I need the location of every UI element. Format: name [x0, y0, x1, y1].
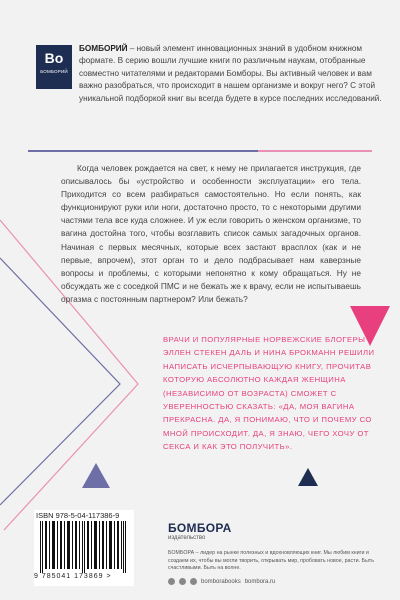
publisher-subtitle: издательство: [168, 535, 206, 541]
barcode-icon: [40, 521, 126, 573]
series-brand: БОМБОРИЙ: [79, 44, 128, 53]
series-description: – новый элемент инновационных знаний в удобном книжном формате. В серию вошли лучшие книги по различным наукам, отобранные совместно читателями и редакторами Бомборы. Вы активный человек и вам важно разобраться, что происходит в нашем организме и вокруг него? С этой уникальной подборкой книг вы всегда будете в курсе последних исследований.: [79, 44, 382, 103]
social-icon: [190, 578, 197, 585]
navy-triangle-icon: [298, 468, 318, 486]
barcode-panel: [34, 510, 134, 586]
logo-text: Bo: [44, 50, 64, 66]
barcode-digits: 9 785041 173869 >: [34, 573, 112, 580]
publisher-links: [168, 578, 275, 585]
social-icon: [168, 578, 175, 585]
publisher-description: БОМБОРА – лидер на рынке полезных и вдохновляющих книг. Мы любим книги и создаем их, чтобы вы могли творить, открывать мир, пробовать новое, расти. Быть счастливыми. Быть на волне.: [168, 550, 374, 572]
purple-triangle-icon: [82, 463, 110, 488]
social-icon: [179, 578, 186, 585]
website-link[interactable]: bombora.ru: [244, 578, 276, 585]
logo-subtitle: БОМБОРИЙ: [40, 69, 68, 74]
book-quote: ВРАЧИ И ПОПУЛЯРНЫЕ НОРВЕЖСКИЕ БЛОГЕРЫ ЭЛЛЕН СТЕКЕН ДАЛЬ И НИНА БРОКМАНН РЕШИЛИ НАПИСАТЬ ИСЧЕРПЫВАЮЩУЮ КНИГУ, ПРОЧИТАВ КОТОРУЮ АБСОЛЮТНО КАЖДАЯ ЖЕНЩИНА (НЕЗАВИСИМО ОТ ВОЗРАСТА) СМОЖЕТ С УВЕРЕННОСТЬЮ СКАЗАТЬ: «ДА, МОЯ ВАГИНА ПРЕКРАСНА. ДА, Я ПОНИМАЮ, ЧТО И ПОЧЕМУ СО МНОЙ ПРОИСХОДИТ. ДА, Я ЗНАЮ, ЧЕГО ХОЧУ ОТ СЕКСА И КАК ЭТО ПОЛУЧИТЬ».: [163, 335, 375, 452]
book-description: Когда человек рождается на свет, к нему не прилагается инструкция, где описывалось бы «устройство и особенности эксплуатации» его тела. Приходится со всем разбираться самостоятельно. Но если понять, как функционируют руки или ноги, достаточно просто, то с некоторыми другими частями тела все куда сложнее. И уж если говорить о женском организме, то вагина достойна того, чтобы возглавить список самых загадочных органов. Начиная с первых месячных, которые всех застают врасплох (как и не первые, впрочем), этот орган то и дело подбрасывает нам каверзные вопросы и проблемы, с которыми непонятно к кому обращаться. Ну не обсуждать же с соседкой ПМС и не бежать же к врачу, если не испытываешь оргазма с постоянным партнером? Или бежать?: [61, 163, 361, 304]
isbn-label: ISBN 978-5-04-117386-9: [36, 511, 120, 520]
social-handle[interactable]: bomborabooks: [201, 578, 241, 585]
publisher-name: БОМБОРА: [168, 521, 232, 535]
